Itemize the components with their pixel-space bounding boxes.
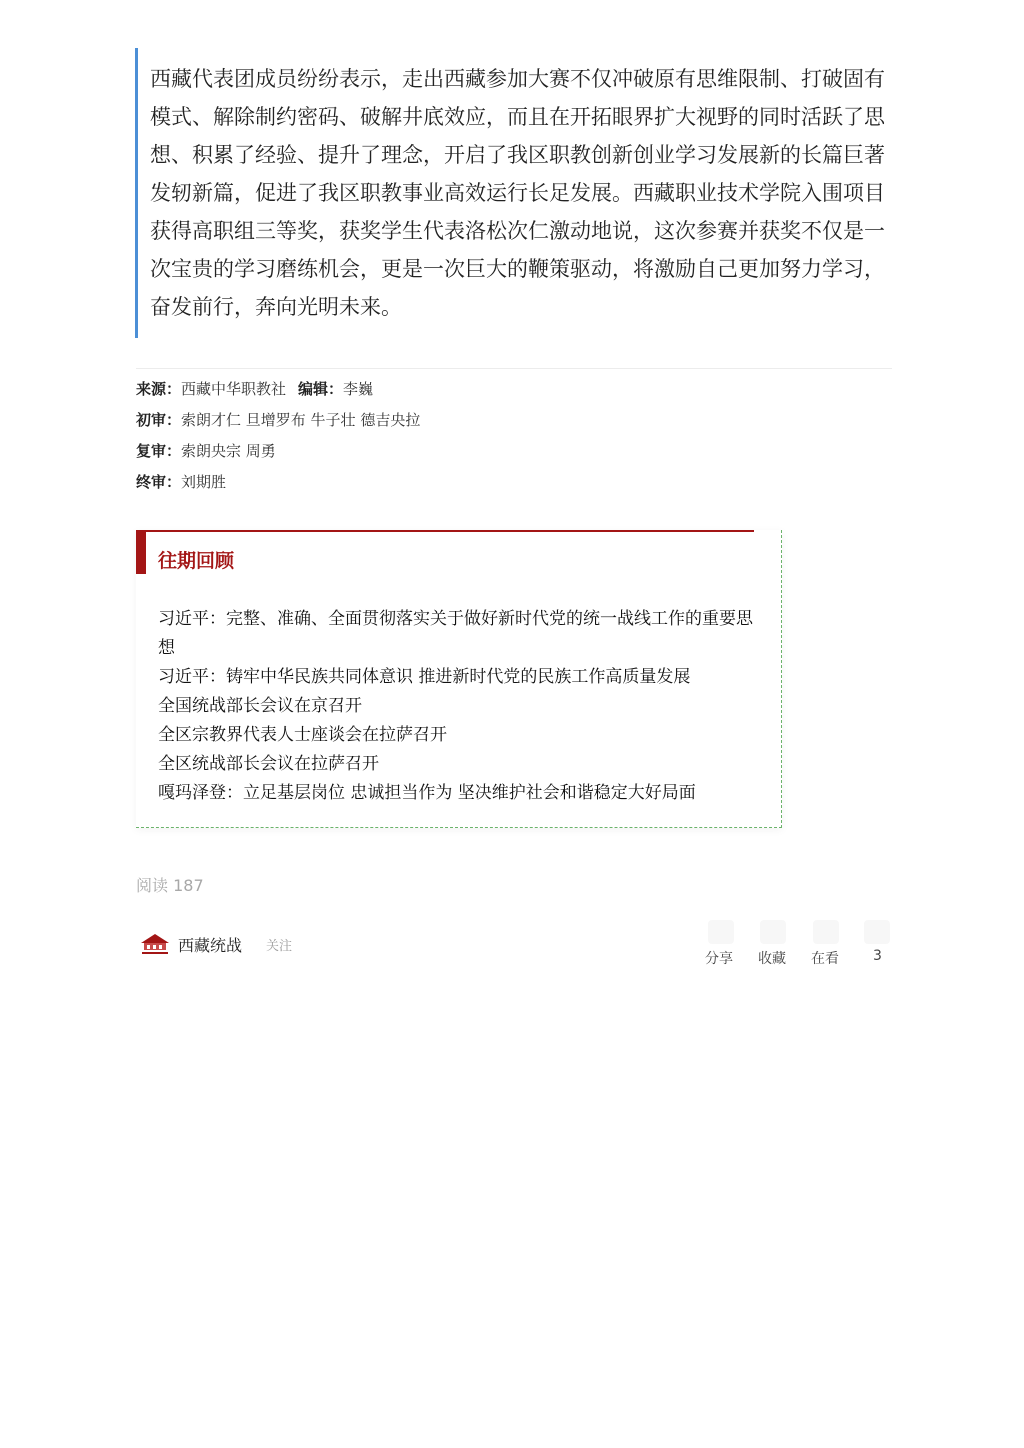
review-link[interactable]: 全区统战部长会议在拉萨召开 xyxy=(158,754,379,774)
first-review-label: 初审： xyxy=(136,411,182,429)
second-review-value: 索朗央宗 周勇 xyxy=(181,442,276,460)
credits-row-first-review xyxy=(136,405,836,436)
account-bar[interactable] xyxy=(138,929,292,959)
like-count[interactable]: 3 xyxy=(873,948,882,964)
credits-row-final-review xyxy=(136,467,836,498)
review-link[interactable]: 嘎玛泽登：立足基层岗位 忠诚担当作为 坚决维护社会和谐稳定大好局面 xyxy=(158,783,696,803)
review-link[interactable]: 全国统战部长会议在京召开 xyxy=(158,696,362,716)
review-top-line xyxy=(136,530,754,532)
section-divider xyxy=(136,368,892,369)
source-label: 来源： xyxy=(136,380,182,398)
editor-label: 编辑： xyxy=(298,380,344,398)
credits-row-source xyxy=(136,374,836,405)
share-icon[interactable] xyxy=(708,920,734,944)
credits-block xyxy=(136,374,836,498)
action-bar xyxy=(700,918,892,968)
source-value: 西藏中华职教社 xyxy=(181,380,287,398)
favorite-button[interactable]: 收藏 xyxy=(758,951,786,967)
account-logo-icon[interactable] xyxy=(138,931,172,957)
review-link[interactable]: 全区宗教界代表人士座谈会在拉萨召开 xyxy=(158,725,447,745)
first-review-value: 索朗才仁 旦增罗布 牛子壮 德吉央拉 xyxy=(181,411,421,429)
editor-value: 李巍 xyxy=(343,380,374,398)
review-link[interactable]: 习近平：铸牢中华民族共同体意识 推进新时代党的民族工作高质量发展 xyxy=(158,667,691,687)
share-button[interactable]: 分享 xyxy=(705,951,733,967)
favorite-icon[interactable] xyxy=(760,920,786,944)
credits-row-second-review xyxy=(136,436,836,467)
like-icon[interactable] xyxy=(864,920,890,944)
review-title: 往期回顾 xyxy=(158,550,235,572)
account-name[interactable]: 西藏统战 xyxy=(178,935,243,955)
past-review-box xyxy=(136,530,782,828)
article-paragraph: 西藏代表团成员纷纷表示，走出西藏参加大赛不仅冲破原有思维限制、打破固有模式、解除制约密码、破解井底效应，而且在开拓眼界扩大视野的同时活跃了思想、积累了经验、提升了理念，开启了我区职教创新创业学习发展新的长篇巨著发轫新篇，促进了我区职教事业高效运行长足发展。西藏职业技术学院入围项目获得高职组三等奖，获奖学生代表洛松次仁激动地说，这次参赛并获奖不仅是一次宝贵的学习磨练机会，更是一次巨大的鞭策驱动，将激励自己更加努力学习，奋发前行，奔向光明未来。 xyxy=(150,67,885,319)
review-link[interactable]: 习近平：完整、准确、全面贯彻落实关于做好新时代党的统一战线工作的重要思想 xyxy=(158,609,753,658)
article-quote-block xyxy=(135,48,885,338)
review-list xyxy=(158,605,758,808)
watching-icon[interactable] xyxy=(813,920,839,944)
read-count: 阅读 187 xyxy=(136,876,204,895)
watching-button[interactable]: 在看 xyxy=(811,951,839,967)
final-review-label: 终审： xyxy=(136,473,182,491)
follow-button[interactable]: 关注 xyxy=(266,938,293,954)
second-review-label: 复审： xyxy=(136,442,182,460)
final-review-value: 刘期胜 xyxy=(181,473,227,491)
review-accent-bar xyxy=(136,530,146,574)
